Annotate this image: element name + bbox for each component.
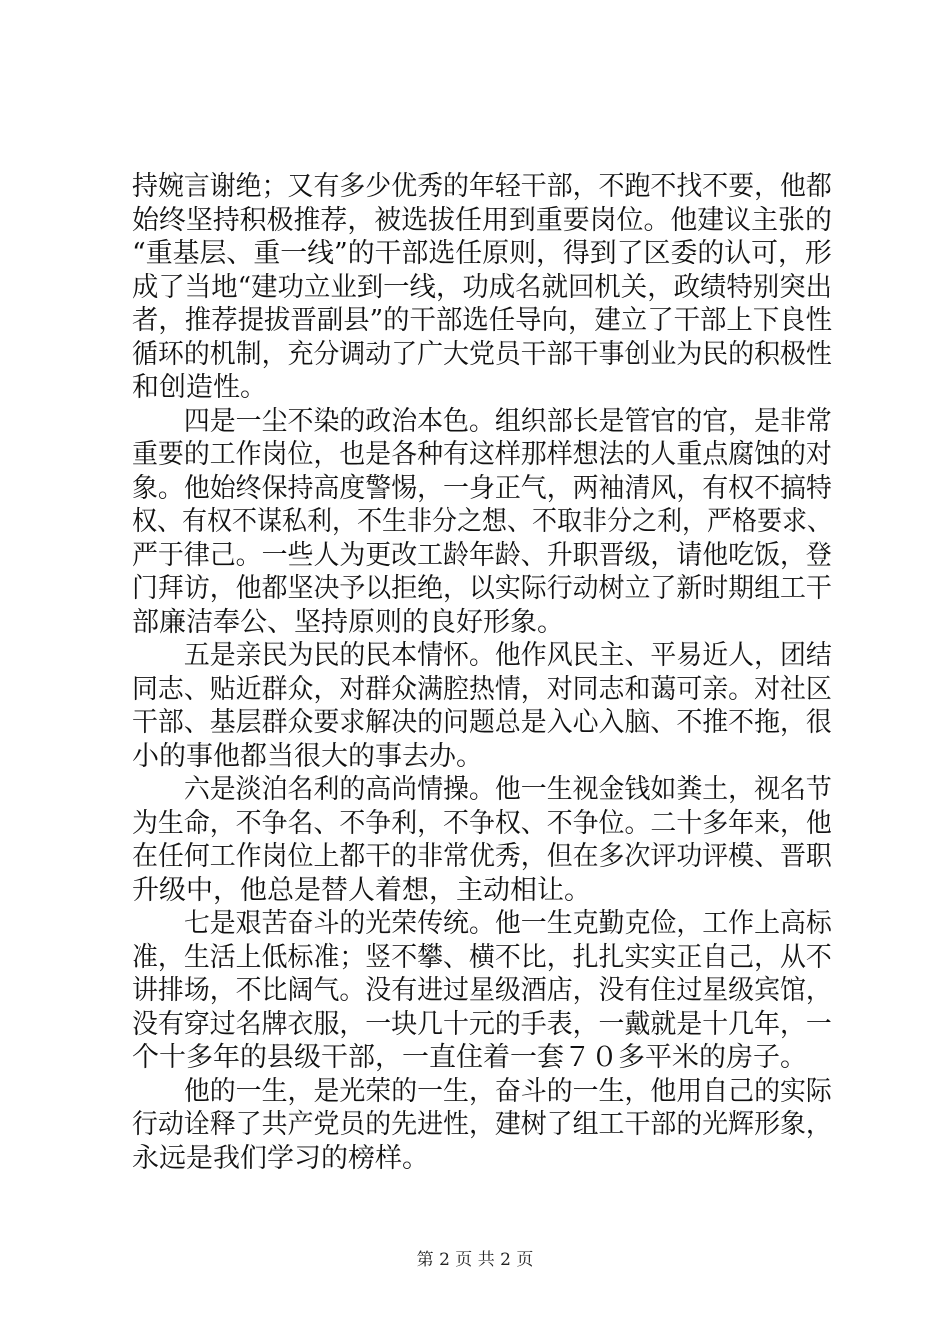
text-line: 循环的机制，充分调动了广大党员干部干事创业为民的积极性 [132,338,832,370]
text-line: “重基层、重一线”的干部选任原则，得到了区委的认可，形 [132,238,832,269]
text-line: 没有穿过名牌衣服，一块几十元的手表，一戴就是十几年，一 [132,1008,832,1040]
text-line: 门拜访，他都坚决予以拒绝，以实际行动树立了新时期组工干 [132,573,832,604]
text-line: 持婉言谢绝；又有多少优秀的年轻干部，不跑不找不要，他都 [132,171,832,202]
text-line: 和创造性。 [132,372,267,403]
text-line: 六是淡泊名利的高尚情操。他一生视金钱如粪土，视名节 [132,774,832,805]
text-line: 四是一尘不染的政治本色。组织部长是管官的官，是非常 [132,405,832,437]
text-line: 在任何工作岗位上都干的非常优秀，但在多次评功评模、晋职 [132,841,832,872]
page-footer: 第 2 页 共 2 页 [416,1250,534,1270]
text-line: 准，生活上低标准；竖不攀、横不比，扎扎实实正自己，从不 [132,941,832,973]
text-line: 五是亲民为民的民本情怀。他作风民主、平易近人，团结 [132,640,832,671]
text-line: 权、有权不谋私利，不生非分之想、不取非分之利，严格要求、 [132,506,833,537]
text-line: 小的事他都当很大的事去办。 [132,740,483,772]
text-line: 严于律己。一些人为更改工龄年龄、升职晋级，请他吃饭，登 [132,539,832,571]
text-line: 七是艰苦奋斗的光荣传统。他一生克勤克俭，工作上高标 [132,908,832,939]
text-line: 个十多年的县级干部，一直住着一套７０多平米的房子。 [132,1042,807,1073]
text-line: 部廉洁奉公、坚持原则的良好形象。 [132,606,564,638]
text-line: 象。他始终保持高度警惕，一身正气，两袖清风，有权不搞特 [132,472,832,504]
text-line: 重要的工作岗位，也是各种有这样那样想法的人重点腐蚀的对 [132,439,832,470]
text-line: 干部、基层群众要求解决的问题总是入心入脑、不推不拖，很 [132,707,832,738]
text-line: 讲排场，不比阔气。没有进过星级酒店，没有住过星级宾馆， [132,975,832,1006]
text-line: 始终坚持积极推荐，被选拔任用到重要岗位。他建议主张的 [132,204,832,236]
text-line: 他的一生，是光荣的一生，奋斗的一生，他用自己的实际 [132,1075,832,1107]
text-line: 成了当地“建功立业到一线，功成名就回机关，政绩特别突出 [132,271,833,303]
text-line: 者，推荐提拔晋副县”的干部选任导向，建立了干部上下良性 [132,305,833,336]
text-line: 同志、贴近群众，对群众满腔热情，对同志和蔼可亲。对社区 [132,673,832,705]
text-line: 永远是我们学习的榜样。 [132,1142,429,1174]
text-line: 升级中，他总是替人着想，主动相让。 [132,874,591,906]
body-text [132,170,832,1175]
text-line: 为生命，不争名、不争利，不争权、不争位。二十多年来，他 [132,807,832,839]
text-line: 行动诠释了共产党员的先进性，建树了组工干部的光辉形象， [132,1109,832,1140]
